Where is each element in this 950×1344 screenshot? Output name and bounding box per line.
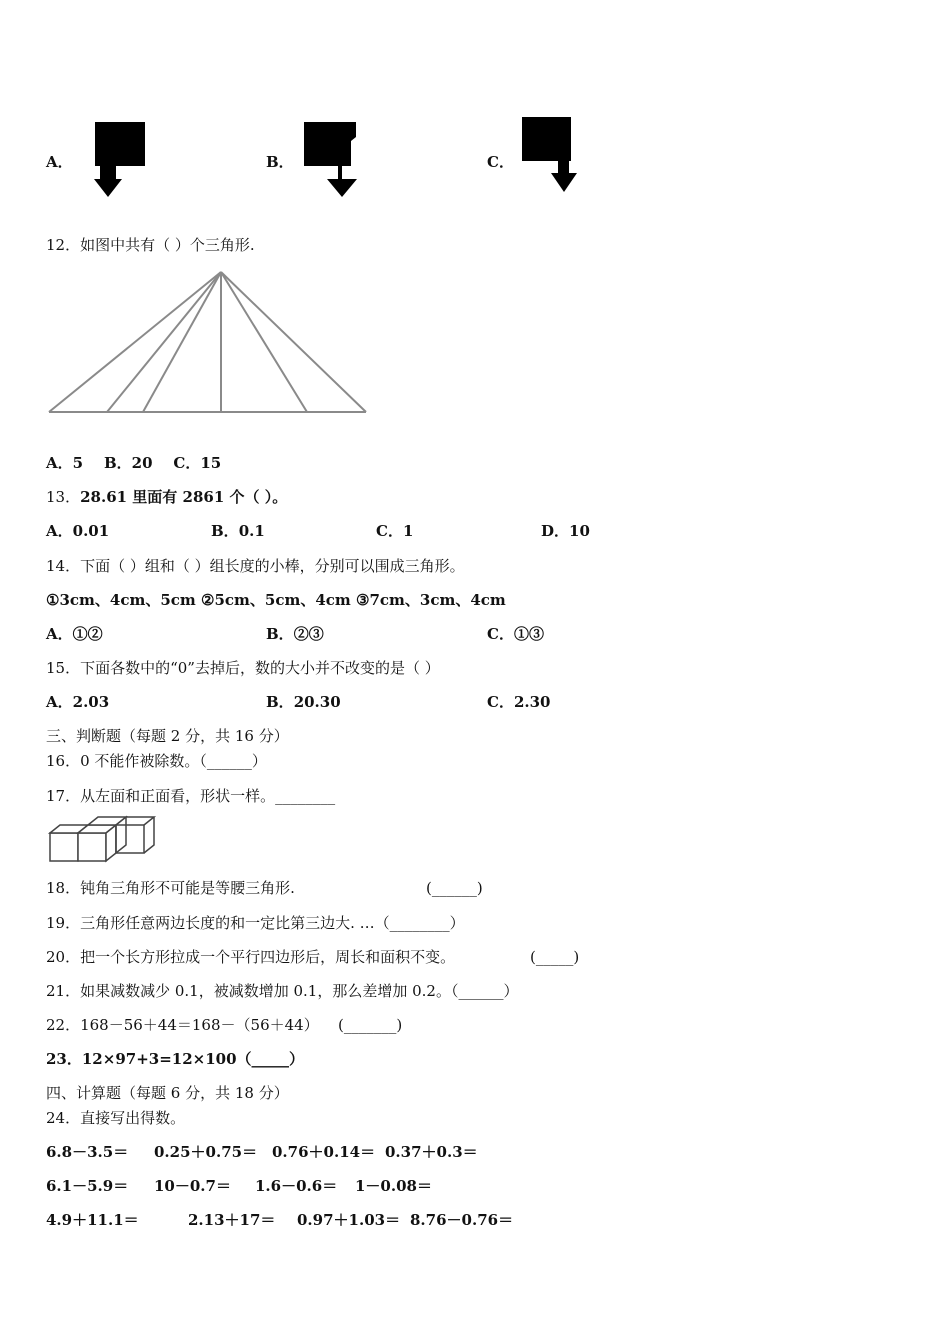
q22-text: 22．168－56＋44＝168－（56＋44） bbox=[46, 1016, 319, 1034]
q18-blank: (______) bbox=[426, 879, 483, 897]
q11-option-b-figure bbox=[302, 121, 360, 201]
q14-option-a: A．①② bbox=[46, 625, 103, 643]
section-4-title: 四、计算题（每题 6 分，共 18 分） bbox=[46, 1084, 289, 1102]
q23-text: 23．12×97+3=12×100（_____） bbox=[46, 1050, 305, 1068]
q11-option-b-label: B． bbox=[266, 153, 294, 171]
q21-text: 21．如果减数减少 0.1，被减数增加 0.1，那么差增加 0.2。（______） bbox=[46, 982, 519, 1000]
q11-option-c-label: C． bbox=[487, 153, 514, 171]
q20-blank: (_____) bbox=[530, 948, 580, 966]
q12-triangle-figure bbox=[46, 268, 370, 418]
q22-blank: (_______) bbox=[338, 1016, 403, 1034]
q14-option-c: C．①③ bbox=[487, 625, 544, 643]
q13-option-a: A．0.01 bbox=[46, 522, 110, 540]
q18-text: 18．钝角三角形不可能是等腰三角形. bbox=[46, 879, 295, 897]
q12-option-a: A．5 bbox=[46, 454, 84, 472]
q12-option-b: B．20 bbox=[103, 454, 153, 472]
q17-cubes-figure bbox=[46, 815, 152, 865]
q24-item: 1.6－0.6＝ bbox=[255, 1177, 338, 1195]
q20-text: 20．把一个长方形拉成一个平行四边形后，周长和面积不变。 bbox=[46, 948, 456, 966]
q24-item: 8.76－0.76＝ bbox=[410, 1211, 514, 1229]
q14-groups: ①3cm、4cm、5cm ②5cm、5cm、4cm ③7cm、3cm、4cm bbox=[46, 591, 506, 609]
q11-option-a-label: A． bbox=[46, 153, 73, 171]
q11-option-a-figure bbox=[92, 121, 148, 199]
q15-option-a: A．2.03 bbox=[46, 693, 110, 711]
q13-stem: 13．28.61 里面有 2861 个（ ）。 bbox=[46, 488, 288, 506]
q14-option-b: B．②③ bbox=[266, 625, 324, 643]
q12-stem: 12．如图中共有（ ）个三角形. bbox=[46, 236, 255, 254]
q11-option-c-figure bbox=[520, 116, 580, 196]
q13-option-b: B．0.1 bbox=[211, 522, 265, 540]
q24-item: 6.1－5.9＝ bbox=[46, 1177, 129, 1195]
q24-item: 0.97＋1.03＝ bbox=[297, 1211, 401, 1229]
q15-option-b: B．20.30 bbox=[266, 693, 341, 711]
q24-item: 0.76＋0.14＝ bbox=[272, 1143, 376, 1161]
q13-option-c: C．1 bbox=[376, 522, 414, 540]
q24-item: 10－0.7＝ bbox=[154, 1177, 231, 1195]
section-3-title: 三、判断题（每题 2 分，共 16 分） bbox=[46, 727, 289, 745]
q24-item: 4.9＋11.1＝ bbox=[46, 1211, 139, 1229]
q19-text: 19．三角形任意两边长度的和一定比第三边大. …（________） bbox=[46, 914, 465, 932]
q24-item: 2.13＋17＝ bbox=[188, 1211, 276, 1229]
q14-stem: 14．下面（ ）组和（ ）组长度的小棒，分别可以围成三角形。 bbox=[46, 557, 465, 575]
q12-options bbox=[46, 453, 221, 473]
q16-text: 16．0 不能作被除数。（______） bbox=[46, 752, 267, 770]
q24-item: 1－0.08＝ bbox=[355, 1177, 432, 1195]
q24-item: 6.8－3.5＝ bbox=[46, 1143, 129, 1161]
q15-option-c: C．2.30 bbox=[487, 693, 551, 711]
q24-stem: 24．直接写出得数。 bbox=[46, 1109, 186, 1127]
q24-item: 0.37＋0.3＝ bbox=[385, 1143, 478, 1161]
q17-text: 17．从左面和正面看，形状一样。________ bbox=[46, 787, 336, 805]
q12-option-c: C．15 bbox=[173, 454, 222, 472]
q24-item: 0.25＋0.75＝ bbox=[154, 1143, 258, 1161]
q13-option-d: D．10 bbox=[541, 522, 590, 540]
q15-stem: 15．下面各数中的“0”去掉后，数的大小并不改变的是（ ） bbox=[46, 659, 440, 677]
